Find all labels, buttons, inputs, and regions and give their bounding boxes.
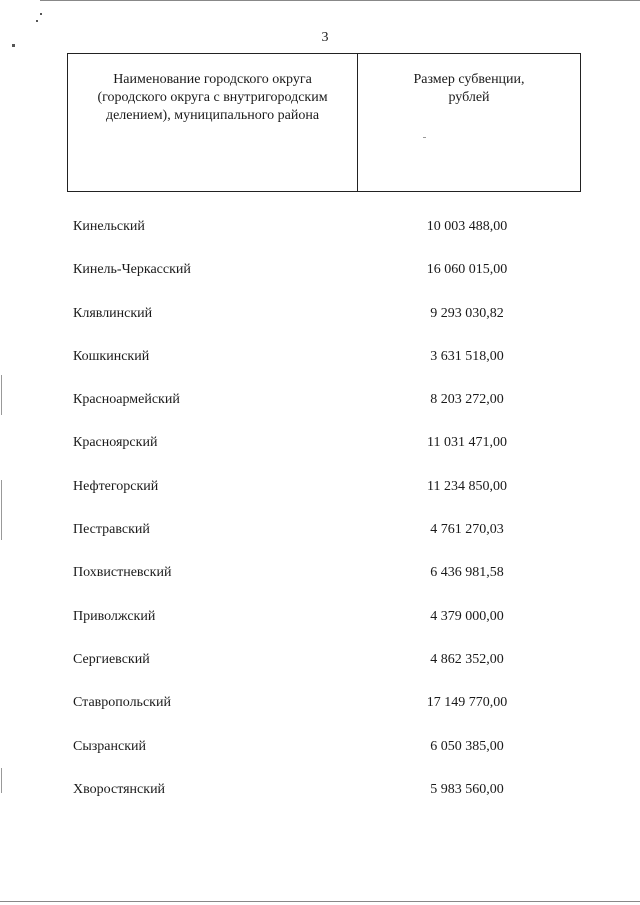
table-header [67, 53, 581, 192]
district-name: Пестравский [73, 522, 150, 538]
district-name: Кошкинский [73, 348, 150, 364]
subvention-table-body [0, 217, 640, 823]
page-number: 3 [321, 30, 329, 45]
subvention-amount: 10 003 488,00 [426, 219, 508, 234]
subvention-amount: 4 379 000,00 [430, 608, 504, 624]
district-name: Кинельский [73, 219, 145, 234]
table-row [0, 520, 640, 563]
header-amount-line: Размер субвенции, [413, 72, 525, 87]
district-name: Клявлинский [73, 305, 153, 321]
table-row [0, 737, 640, 780]
district-name: Сергиевский [73, 651, 150, 667]
header-name-line: делением), муниципального района [105, 108, 320, 123]
subvention-amount: 17 149 770,00 [426, 695, 508, 711]
subvention-amount: 6 050 385,00 [430, 738, 504, 754]
subvention-amount: 16 060 015,00 [426, 262, 508, 278]
header-name-column [68, 54, 358, 191]
scan-speck [36, 20, 38, 22]
table-row [0, 260, 640, 303]
table-row [0, 477, 640, 520]
table-row [0, 304, 640, 347]
subvention-amount: 4 761 270,03 [430, 522, 504, 538]
district-name: Хворостянский [73, 781, 166, 797]
header-name-line: (городского округа с внутригородским [97, 90, 328, 105]
subvention-amount: 4 862 352,00 [430, 651, 504, 667]
subvention-amount: 9 293 030,82 [430, 305, 504, 321]
table-row [0, 217, 640, 260]
subvention-amount: 11 234 850,00 [427, 478, 507, 494]
district-name: Похвистневский [73, 565, 172, 581]
district-name: Кинель-Черкасский [73, 262, 191, 278]
subvention-amount: 3 631 518,00 [430, 348, 504, 364]
table-row [0, 650, 640, 693]
table-row [0, 607, 640, 650]
scan-edge-top [40, 0, 640, 1]
scan-edge-bottom [0, 901, 640, 902]
district-name: Приволжский [73, 608, 156, 624]
subvention-amount: 5 983 560,00 [430, 781, 504, 797]
subvention-amount: 11 031 471,00 [427, 435, 507, 451]
district-name: Нефтегорский [73, 478, 159, 494]
district-name: Красноармейский [73, 392, 180, 408]
table-row [0, 433, 640, 476]
header-amount-column [358, 54, 580, 191]
header-amount-line: рублей [448, 90, 490, 105]
district-name: Ставропольский [73, 695, 171, 711]
scan-speck [40, 13, 42, 15]
table-row [0, 693, 640, 736]
district-name: Красноярский [73, 435, 158, 451]
subvention-amount: 8 203 272,00 [430, 392, 504, 408]
table-row [0, 780, 640, 823]
header-name-line: Наименование городского округа [113, 72, 312, 87]
table-row [0, 347, 640, 390]
subvention-amount: 6 436 981,58 [430, 565, 504, 581]
table-row [0, 563, 640, 606]
district-name: Сызранский [73, 738, 146, 754]
table-row [0, 390, 640, 433]
